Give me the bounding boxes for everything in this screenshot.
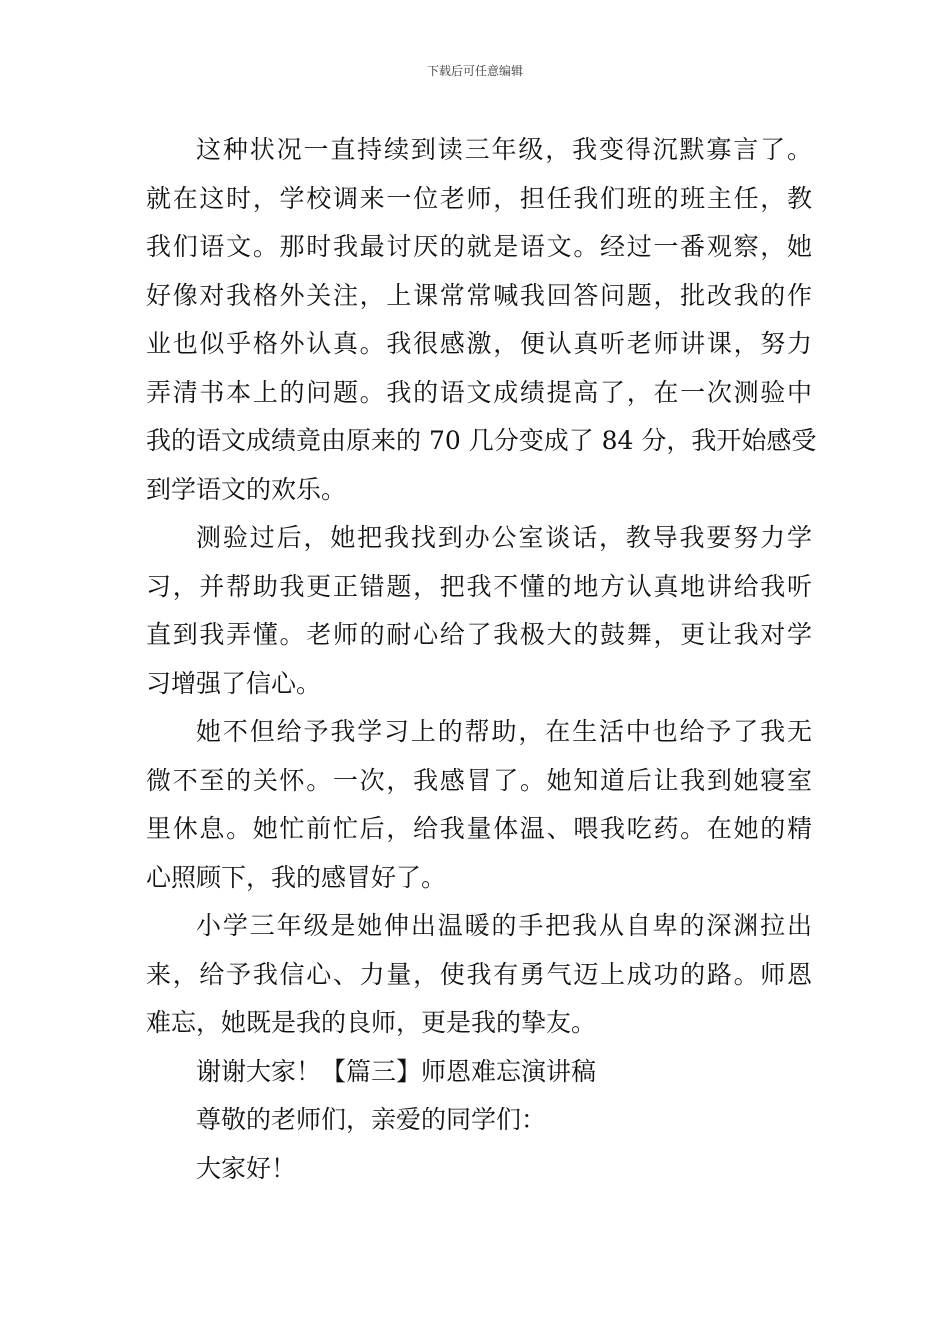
- text-line-17: 小学三年级是她伸出温暖的手把我从自卑的深渊拉出: [196, 911, 812, 940]
- text-line-4: 好像对我格外关注，上课常常喊我回答问题，批改我的作: [146, 280, 812, 310]
- text-line-2: 就在这时，学校调来一位老师，担任我们班的班主任，教: [146, 183, 812, 213]
- text-line-19: 难忘，她既是我的良师，更是我的挚友。: [146, 1008, 597, 1037]
- text-line-18: 来，给予我信心、力量，使我有勇气迈上成功的路。师恩: [146, 959, 812, 989]
- text-line-8: 到学语文的欢乐。: [146, 474, 347, 504]
- text-line-7: 我的语文成绩竟由原来的 70 几分变成了 84 分，我开始感受: [146, 426, 817, 455]
- text-line-16: 心照顾下，我的感冒好了。: [146, 862, 447, 892]
- text-line-9: 测验过后，她把我找到办公室谈话，教导我要努力学: [196, 523, 812, 552]
- text-line-5: 业也似乎格外认真。我很感激，便认真听老师讲课，努力: [146, 329, 812, 358]
- text-line-13: 她不但给予我学习上的帮助，在生活中也给予了我无: [196, 717, 812, 746]
- text-line-3: 我们语文。那时我最讨厌的就是语文。经过一番观察，她: [146, 232, 812, 261]
- text-line-6: 弄清书本上的问题。我的语文成绩提高了，在一次测验中: [146, 377, 812, 407]
- text-line-10: 习，并帮助我更正错题，把我不懂的地方认真地讲给我听: [146, 571, 812, 601]
- text-line-1: 这种状况一直持续到读三年级，我变得沉默寡言了。: [196, 135, 812, 164]
- text-line-12: 习增强了信心。: [146, 668, 322, 698]
- text-line-22: 大家好！: [196, 1153, 297, 1183]
- text-line-20: 谢谢大家！【篇三】师恩难忘演讲稿: [196, 1056, 597, 1086]
- text-line-15: 里休息。她忙前忙后，给我量体温、喂我吃药。在她的精: [146, 814, 812, 843]
- page-header-note: 下载后可任意编辑: [426, 64, 523, 78]
- document-body: [146, 126, 817, 1193]
- text-line-14: 微不至的关怀。一次，我感冒了。她知道后让我到她寝室: [146, 765, 812, 795]
- text-line-21: 尊敬的老师们，亲爱的同学们：: [196, 1105, 547, 1134]
- text-line-11: 直到我弄懂。老师的耐心给了我极大的鼓舞，更让我对学: [146, 620, 812, 649]
